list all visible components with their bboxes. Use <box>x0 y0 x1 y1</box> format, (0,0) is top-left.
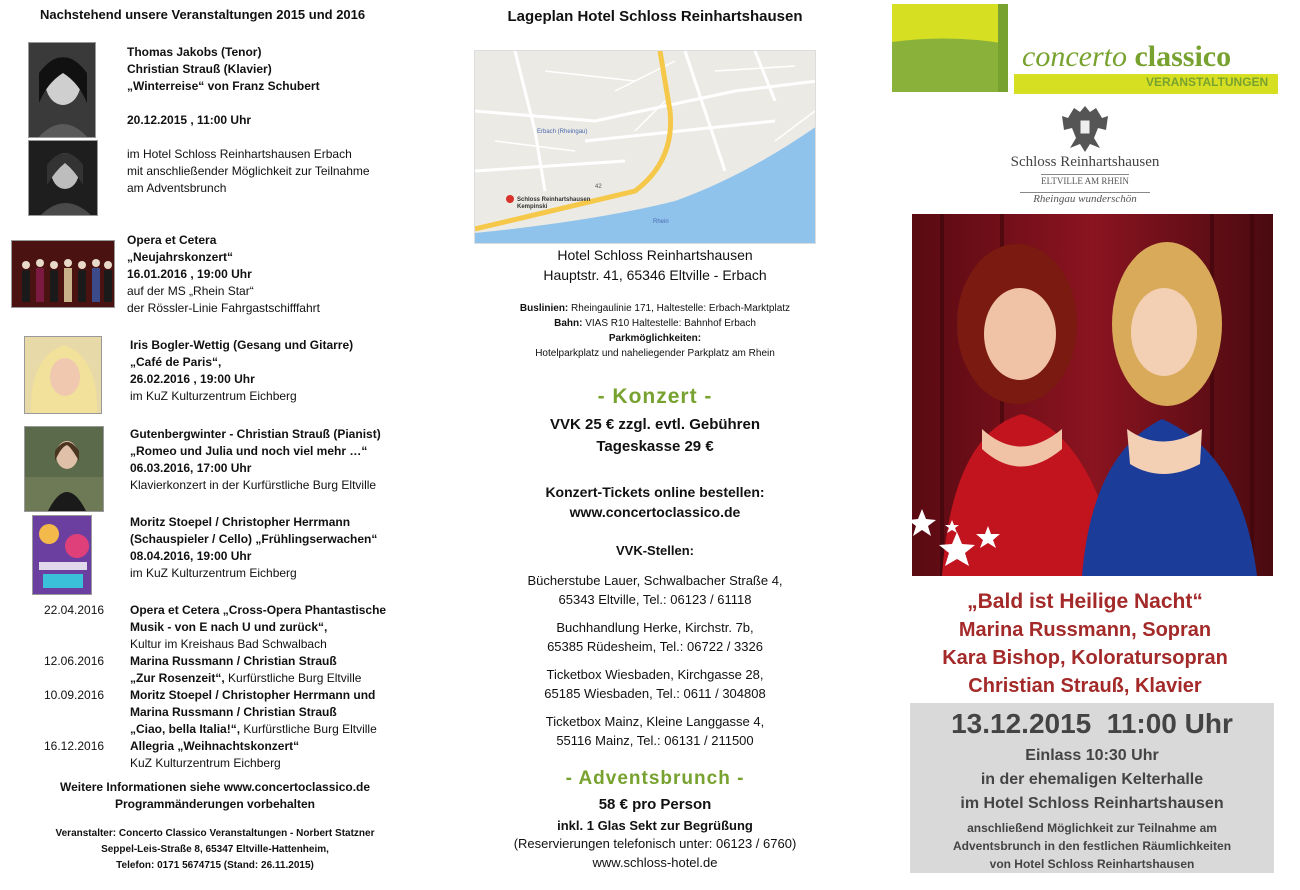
performer: Christian Strauß, Klavier <box>968 675 1202 697</box>
right-column <box>870 0 1300 890</box>
bus-label: Buslinien: <box>519 303 569 314</box>
schedule-line: Moritz Stoepel / Christopher Herrmann und <box>130 688 376 702</box>
schloss-slogan: Rheingau wunderschön <box>1020 192 1150 205</box>
schedule-line: „Ciao, bella Italia!“, <box>130 722 241 736</box>
schedule-date: 12.06.2016 <box>44 654 105 668</box>
poster-fruehlingserwachen <box>32 515 92 595</box>
photo-thomas-jakobs <box>28 42 96 138</box>
logo-subtitle: VERANSTALTUNGEN <box>1146 75 1269 89</box>
outlet-line: 55116 Mainz, Tel.: 06131 / 211500 <box>556 733 754 748</box>
bus-text: Rheingaulinie 171, Haltestelle: Erbach-Marktplatz <box>568 303 791 314</box>
portrait-graphic <box>29 141 98 216</box>
vvk-price: VVK 25 € zzgl. evtl. Gebühren <box>549 416 761 433</box>
event-neujahrskonzert <box>127 232 427 317</box>
singers-photo <box>912 214 1273 576</box>
brunch-sekt: inkl. 1 Glas Sekt zur Begrüßung <box>557 818 753 833</box>
map-graphic <box>475 51 816 244</box>
map-station-label: Erbach (Rheingau) <box>537 129 588 135</box>
map-pin-label: Schloss Reinhartshausen <box>517 197 591 203</box>
outlet-line: Ticketbox Wiesbaden, Kirchgasse 28, <box>546 667 764 682</box>
photo-opera-et-cetera <box>11 240 115 308</box>
brunch-price: 58 € pro Person <box>598 796 712 813</box>
event-line: im KuZ Kulturzentrum Eichberg <box>130 566 297 580</box>
middle-column <box>440 0 870 890</box>
schedule-line: Opera et Cetera „Cross-Opera Phantastische <box>130 603 387 617</box>
event-cafe-de-paris <box>130 337 430 405</box>
tickets-label: Konzert-Tickets online bestellen: <box>545 484 765 500</box>
vvk-outlet <box>440 712 870 750</box>
entry-time: Einlass 10:30 Uhr <box>1025 747 1159 764</box>
portrait-graphic <box>25 427 104 512</box>
event-fruehlingserwachen <box>130 514 430 582</box>
schloss-logo <box>1000 102 1170 210</box>
schedule-date: 16.12.2016 <box>44 739 105 753</box>
venue-line: in der ehemaligen Kelterhalle <box>980 771 1204 788</box>
event-line: „Romeo und Julia und noch viel mehr …“ <box>130 444 368 458</box>
event-line: Opera et Cetera <box>127 233 217 247</box>
event-line: 06.03.2016, 17:00 Uhr <box>130 461 252 475</box>
event-line: „Café de Paris“, <box>130 355 222 369</box>
brunch-note: von Hotel Schloss Reinhartshausen <box>989 857 1195 871</box>
brunch-note: anschließend Möglichkeit zur Teilnahme am <box>967 821 1217 835</box>
event-line: im KuZ Kulturzentrum Eichberg <box>130 389 297 403</box>
parking-text: Hotelparkplatz und naheliegender Parkplatz am Rhein <box>535 348 775 359</box>
photo-christian-strauss-pianist <box>24 426 104 512</box>
schedule-date: 22.04.2016 <box>44 603 105 617</box>
map-river-label: Rhein <box>653 219 669 225</box>
schedule-line: Marina Russmann / Christian Strauß <box>130 705 337 719</box>
organizer-line: Telefon: 0171 5674715 (Stand: 26.11.2015) <box>116 860 314 871</box>
parking-label: Parkmöglichkeiten: <box>608 333 702 344</box>
transport-info <box>440 301 870 361</box>
brunch-heading: - Adventsbrunch - <box>565 768 745 789</box>
event-line: 08.04.2016, 19:00 Uhr <box>130 549 252 563</box>
outlet-line: 65185 Wiesbaden, Tel.: 0611 / 304808 <box>544 686 766 701</box>
event-winterreise <box>127 44 427 197</box>
portrait-graphic <box>29 43 96 138</box>
schedule-venue: Kurfürstliche Burg Eltville <box>240 722 377 736</box>
organizer-info <box>0 826 430 874</box>
event-line: „Neujahrskonzert“ <box>127 250 234 264</box>
train-text: VIAS R10 Haltestelle: Bahnhof Erbach <box>582 318 756 329</box>
event-line: Thomas Jakobs (Tenor) <box>127 45 262 59</box>
portrait-graphic <box>25 337 102 414</box>
event-line: Gutenbergwinter - Christian Strauß (Pianist) <box>130 427 381 441</box>
map-pin-label: Kempinski <box>517 204 548 210</box>
map-title: Lageplan Hotel Schloss Reinhartshausen <box>507 8 803 25</box>
map-road-label: 42 <box>595 184 602 190</box>
hotel-address: Hauptstr. 41, 65346 Eltville - Erbach <box>543 267 767 283</box>
event-line: Christian Strauß (Klavier) <box>127 62 272 76</box>
changes-note: Programmänderungen vorbehalten <box>114 797 316 811</box>
outlet-line: Buchhandlung Herke, Kirchstr. 7b, <box>556 620 754 635</box>
brunch-url[interactable]: www.schloss-hotel.de <box>592 855 718 870</box>
event-line: Moritz Stoepel / Christopher Herrmann <box>130 515 351 529</box>
date-info-box <box>910 703 1274 873</box>
schedule-item <box>44 687 444 738</box>
brunch-note: Adventsbrunch in den festlichen Räumlichkeiten <box>952 839 1232 853</box>
event-line: 16.01.2016 , 19:00 Uhr <box>127 267 252 281</box>
location-map[interactable] <box>474 50 816 244</box>
event-gutenbergwinter <box>130 426 430 494</box>
logo-concerto: concerto <box>1022 40 1135 73</box>
outlet-line: 65385 Rüdesheim, Tel.: 06722 / 3326 <box>547 639 763 654</box>
event-line: „Winterreise“ von Franz Schubert <box>127 79 320 93</box>
schedule-item <box>44 602 444 653</box>
event-line: 26.02.2016 , 19:00 Uhr <box>130 372 255 386</box>
event-line: Klavierkonzert in der Kurfürstliche Burg Eltville <box>130 478 377 492</box>
schedule-venue: Kurfürstliche Burg Eltville <box>224 671 362 685</box>
schloss-name: Schloss Reinhartshausen <box>1010 154 1160 170</box>
performer: Marina Russmann, Sopran <box>958 619 1212 641</box>
schloss-place: ELTVILLE AM RHEIN <box>1041 176 1129 186</box>
eagle-crest-icon <box>1060 102 1110 154</box>
box-office-price: Tageskasse 29 € <box>596 438 714 455</box>
venue-line: im Hotel Schloss Reinhartshausen <box>960 795 1224 812</box>
left-column <box>0 0 440 890</box>
schedule-item <box>44 653 444 687</box>
schedule-line: Musik - von E nach U und zurück“, <box>130 620 328 634</box>
outlet-line: 65343 Eltville, Tel.: 06123 / 61118 <box>558 592 752 607</box>
event-date: 20.12.2015 , 11:00 Uhr <box>127 113 252 127</box>
vvk-outlet <box>440 571 870 609</box>
vvk-heading: VVK-Stellen: <box>615 543 694 558</box>
event-line: im Hotel Schloss Reinhartshausen Erbach <box>127 147 352 161</box>
event-line: Iris Bogler-Wettig (Gesang und Gitarre) <box>130 338 354 352</box>
more-info <box>0 779 430 813</box>
brunch-reservation: (Reservierungen telefonisch unter: 06123 / 6760) <box>513 836 797 851</box>
concert-datetime: 13.12.2015 11:00 Uhr <box>951 708 1233 739</box>
schedule-line: „Zur Rosenzeit“, <box>130 671 225 685</box>
event-line: der Rössler-Linie Fahrgastschifffahrt <box>127 301 320 315</box>
poster-graphic <box>33 516 92 595</box>
more-info-text: Weitere Informationen siehe www.concertoclassico.de <box>59 780 371 794</box>
photo-iris-bogler-wettig <box>24 336 102 414</box>
singers-graphic <box>912 214 1273 576</box>
schedule-date: 10.09.2016 <box>44 688 105 702</box>
schedule-line: Allegria „Weihnachtskonzert“ <box>130 739 300 753</box>
hotel-name: Hotel Schloss Reinhartshausen <box>557 247 753 263</box>
organizer-line: Veranstalter: Concerto Classico Veranstaltungen - Norbert Statzner <box>55 828 375 839</box>
event-line: mit anschließender Möglichkeit zur Teilnahme <box>127 164 370 178</box>
performer: Kara Bishop, Koloratursopran <box>942 647 1228 669</box>
group-photo-graphic <box>12 241 115 308</box>
train-label: Bahn: <box>554 318 583 329</box>
concert-heading: - Konzert - <box>597 385 713 408</box>
photo-christian-strauss <box>28 140 98 216</box>
concerto-classico-logo <box>890 4 1280 94</box>
event-line: auf der MS „Rhein Star“ <box>127 284 254 298</box>
tickets-url[interactable]: www.concertoclassico.de <box>569 504 741 520</box>
vvk-outlet <box>440 618 870 656</box>
schedule-item <box>44 738 444 772</box>
logo-classico: classico <box>1134 40 1232 73</box>
event-line: (Schauspieler / Cello) „Frühlingserwachen“ <box>130 532 378 546</box>
schedule-line: KuZ Kulturzentrum Eichberg <box>130 756 281 770</box>
events-title: Nachstehend unsere Veranstaltungen 2015 und 2016 <box>40 7 366 22</box>
logo-wordmark <box>1022 40 1231 74</box>
outlet-line: Bücherstube Lauer, Schwalbacher Straße 4, <box>527 573 783 588</box>
organizer-line: Seppel-Leis-Straße 8, 65347 Eltville-Hattenheim, <box>101 844 329 855</box>
schedule-line: Marina Russmann / Christian Strauß <box>130 654 337 668</box>
event-line: am Adventsbrunch <box>127 181 227 195</box>
vvk-outlet <box>440 665 870 703</box>
schedule-line: Kultur im Kreishaus Bad Schwalbach <box>130 637 327 651</box>
concert-title: „Bald ist Heilige Nacht“ <box>967 590 1203 613</box>
outlet-line: Ticketbox Mainz, Kleine Langgasse 4, <box>545 714 765 729</box>
